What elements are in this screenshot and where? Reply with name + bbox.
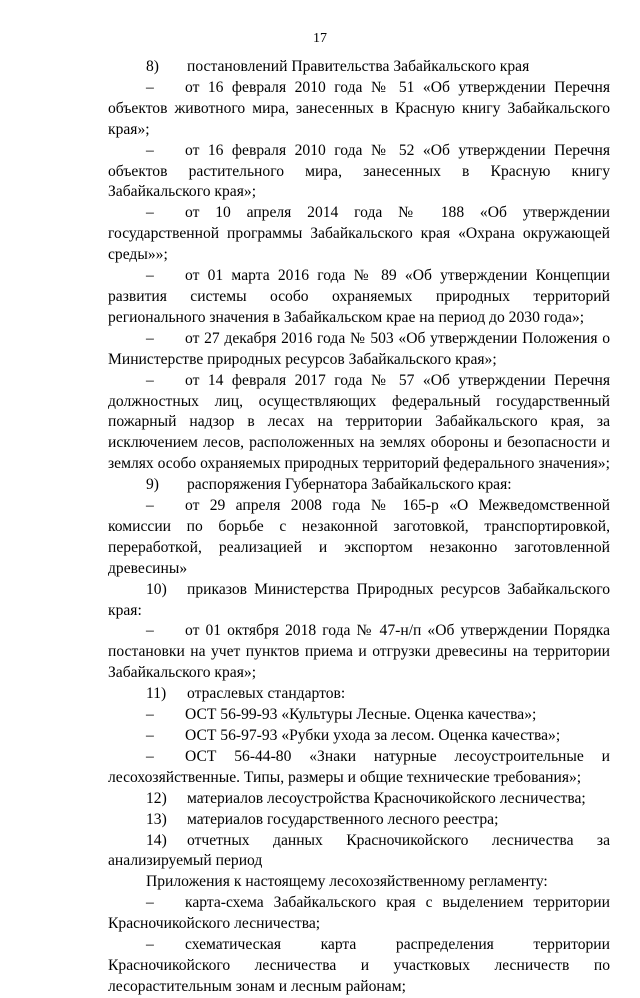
- list-number: 13): [146, 810, 167, 828]
- paragraph-text: от 16 февраля 2010 года № 52 «Об утверждении Перечня объектов растительного мира, занесенных в Красную книгу Забайкальского края»;: [108, 141, 610, 201]
- numbered-list-item: [108, 684, 610, 705]
- dash-list-item: [108, 329, 610, 371]
- dash-list-item: [108, 621, 610, 684]
- list-dash: –: [146, 894, 154, 912]
- page-number: 17: [313, 31, 327, 46]
- paragraph-text: материалов лесоустройства Красночикойского лесничества;: [187, 789, 586, 807]
- numbered-list-item: [108, 580, 610, 622]
- list-number: 11): [146, 685, 167, 703]
- numbered-list-item: [108, 810, 610, 831]
- list-dash: –: [146, 622, 154, 640]
- list-dash: –: [146, 267, 154, 285]
- document-body: [108, 57, 610, 998]
- list-number: 10): [146, 580, 167, 598]
- list-dash: –: [146, 497, 154, 515]
- list-dash: –: [146, 204, 154, 222]
- list-dash: –: [146, 371, 154, 389]
- list-dash: –: [146, 936, 154, 954]
- dash-list-item: [108, 705, 610, 726]
- dash-list-item: [108, 266, 610, 329]
- paragraph-text: ОСТ 56-44-80 «Знаки натурные лесоустроительные и лесохозяйственные. Типы, размеры и общие технические требования»;: [108, 747, 610, 786]
- dash-list-item: [108, 141, 610, 204]
- paragraph: [108, 872, 610, 893]
- dash-list-item: [108, 78, 610, 141]
- dash-list-item: [108, 893, 610, 935]
- dash-list-item: [108, 496, 610, 580]
- paragraph-text: от 01 октября 2018 года № 47-н/п «Об утверждении Порядка постановки на учет пунктов приема и отгрузки древесины на территории Забайкальского края»;: [108, 622, 610, 682]
- list-dash: –: [146, 141, 154, 159]
- list-dash: –: [146, 747, 154, 765]
- list-dash: –: [146, 78, 154, 96]
- paragraph-text: распоряжения Губернатора Забайкальского края:: [187, 476, 512, 494]
- paragraph-text: от 16 февраля 2010 года № 51 «Об утверждении Перечня объектов животного мира, занесенных в Красную книгу Забайкальского края»;: [108, 78, 610, 138]
- dash-list-item: [108, 935, 610, 998]
- paragraph-text: схематическая карта распределения территории Красночикойского лесничества и участковых лесничеств по лесорастительным зонам и лесным районам;: [108, 936, 610, 995]
- list-number: 9): [146, 476, 159, 494]
- numbered-list-item: [108, 831, 610, 873]
- numbered-list-item: [108, 57, 610, 78]
- numbered-list-item: [108, 789, 610, 810]
- dash-list-item: [108, 371, 610, 476]
- dash-list-item: [108, 203, 610, 266]
- paragraph-text: отраслевых стандартов:: [187, 685, 346, 703]
- list-dash: –: [146, 727, 154, 744]
- numbered-list-item: [108, 475, 610, 496]
- paragraph-text: от 29 апреля 2008 года № 165-р «О Межведомственной комиссии по борьбе с незаконной заготовкой, транспортировкой, переработкой, реализацией и экспортом незаконно заготовленной древесины»: [108, 497, 610, 577]
- list-dash: –: [146, 706, 154, 724]
- paragraph-text: от 14 февраля 2017 года № 57 «Об утверждении Перечня должностных лиц, осуществляющих федеральный государственный пожарный надзор в лесах на территории Забайкальского края, за исключением лесов, расположенных на землях обороны и безопасности и землях особо охраняемых природных территорий федерального значения»;: [108, 371, 610, 473]
- list-number: 12): [146, 789, 167, 807]
- paragraph-text: отчетных данных Красночикойского лесничества за анализируемый период: [108, 831, 610, 870]
- paragraph-text: от 27 декабря 2016 года № 503 «Об утверждении Положения о Министерстве природных ресурсов Забайкальского края»;: [108, 329, 610, 368]
- paragraph-text: приказов Министерства Природных ресурсов Забайкальского края:: [108, 580, 610, 619]
- paragraph-text: материалов государственного лесного реестра;: [187, 810, 499, 828]
- paragraph-text: ОСТ 56-97-93 «Рубки ухода за лесом. Оценка качества»;: [185, 727, 561, 744]
- list-dash: –: [146, 329, 154, 347]
- paragraph-text: ОСТ 56-99-93 «Культуры Лесные. Оценка качества»;: [185, 706, 537, 724]
- paragraph-text: карта-схема Забайкальского края с выделением территории Красночикойского лесничества;: [108, 894, 610, 933]
- list-number: 8): [146, 58, 159, 75]
- paragraph-text: от 01 марта 2016 года № 89 «Об утверждении Концепции развития системы особо охраняемых природных территорий регионального значения в Забайкальском крае на период до 2030 года»;: [108, 267, 610, 326]
- paragraph-text: Приложения к настоящему лесохозяйственному регламенту:: [146, 873, 548, 891]
- paragraph-text: постановлений Правительства Забайкальского края: [187, 58, 530, 75]
- dash-list-item: [108, 747, 610, 789]
- dash-list-item: [108, 726, 610, 747]
- list-number: 14): [146, 831, 167, 849]
- paragraph-text: от 10 апреля 2014 года № 188 «Об утверждении государственной программы Забайкальского края «Охрана окружающей среды»»;: [108, 204, 610, 264]
